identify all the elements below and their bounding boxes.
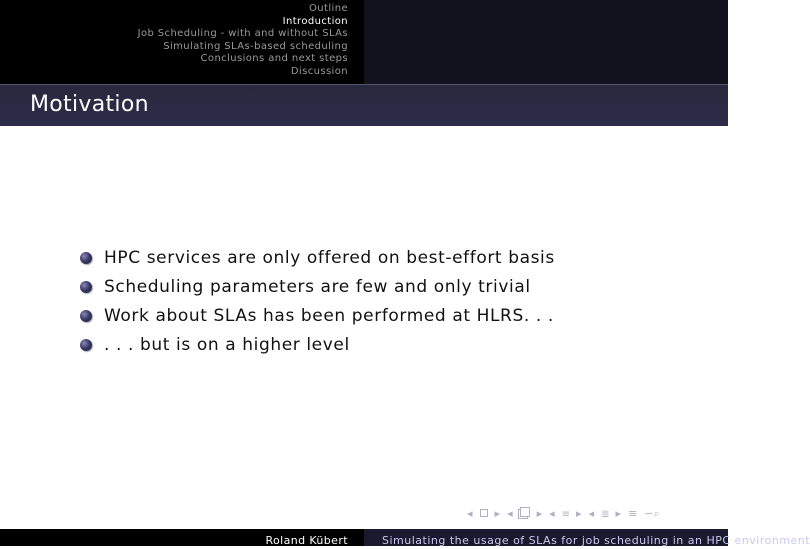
section-navigation	[0, 0, 364, 84]
prev-section-icon[interactable]: ◂	[588, 507, 595, 520]
nav-item-job-scheduling[interactable]: Job Scheduling - with and without SLAs	[137, 28, 348, 40]
slide-icon[interactable]	[480, 507, 488, 521]
footer-author-bar	[0, 529, 364, 546]
next-frame-icon[interactable]: ▸	[536, 507, 543, 520]
bullet-text: . . . but is on a higher level	[104, 335, 350, 355]
nav-item-simulating[interactable]: Simulating SLAs-based scheduling	[163, 40, 348, 52]
search-icon[interactable]: ∽⌕	[644, 507, 660, 520]
bullet-text: HPC services are only offered on best-effort basis	[104, 248, 555, 268]
subsection-icon[interactable]: ≡	[561, 508, 570, 520]
prev-frame-icon[interactable]: ◂	[507, 507, 513, 520]
nav-item-introduction[interactable]: Introduction	[282, 15, 348, 27]
navigation-symbols	[467, 506, 667, 522]
nav-item-discussion[interactable]: Discussion	[290, 65, 348, 77]
bullet-icon	[80, 339, 92, 351]
bullet-text: Work about SLAs has been performed at HLRS. . .	[104, 306, 554, 326]
footer-title-bar	[364, 529, 810, 547]
bullet-text: Scheduling parameters are few and only trivial	[104, 277, 531, 297]
bullet-list	[76, 244, 555, 360]
section-icon[interactable]: ≣	[601, 508, 609, 520]
footer-author: Roland Kübert	[265, 534, 348, 547]
prev-subsection-icon[interactable]: ◂	[549, 507, 555, 520]
footer-title: Simulating the usage of SLAs for job scheduling in an HPC environment	[382, 534, 810, 547]
next-subsection-icon[interactable]: ▸	[576, 507, 582, 520]
next-slide-icon[interactable]: ▸	[494, 507, 501, 520]
prev-slide-icon[interactable]: ◂	[467, 507, 473, 520]
frame-title-bar	[0, 84, 728, 126]
next-section-icon[interactable]: ▸	[615, 507, 622, 520]
list-item	[76, 302, 555, 331]
frame-title: Motivation	[30, 92, 149, 117]
nav-item-conclusions[interactable]: Conclusions and next steps	[200, 53, 348, 65]
bullet-icon	[80, 252, 92, 264]
bullet-icon	[80, 310, 92, 322]
list-item	[76, 273, 555, 302]
list-item	[76, 244, 555, 273]
list-item	[76, 331, 555, 360]
frame-icon[interactable]	[520, 507, 530, 521]
header-right-panel	[364, 0, 728, 84]
align-icon[interactable]: ≡	[628, 507, 638, 520]
nav-item-outline[interactable]: Outline	[309, 3, 348, 14]
bullet-icon	[80, 281, 92, 293]
